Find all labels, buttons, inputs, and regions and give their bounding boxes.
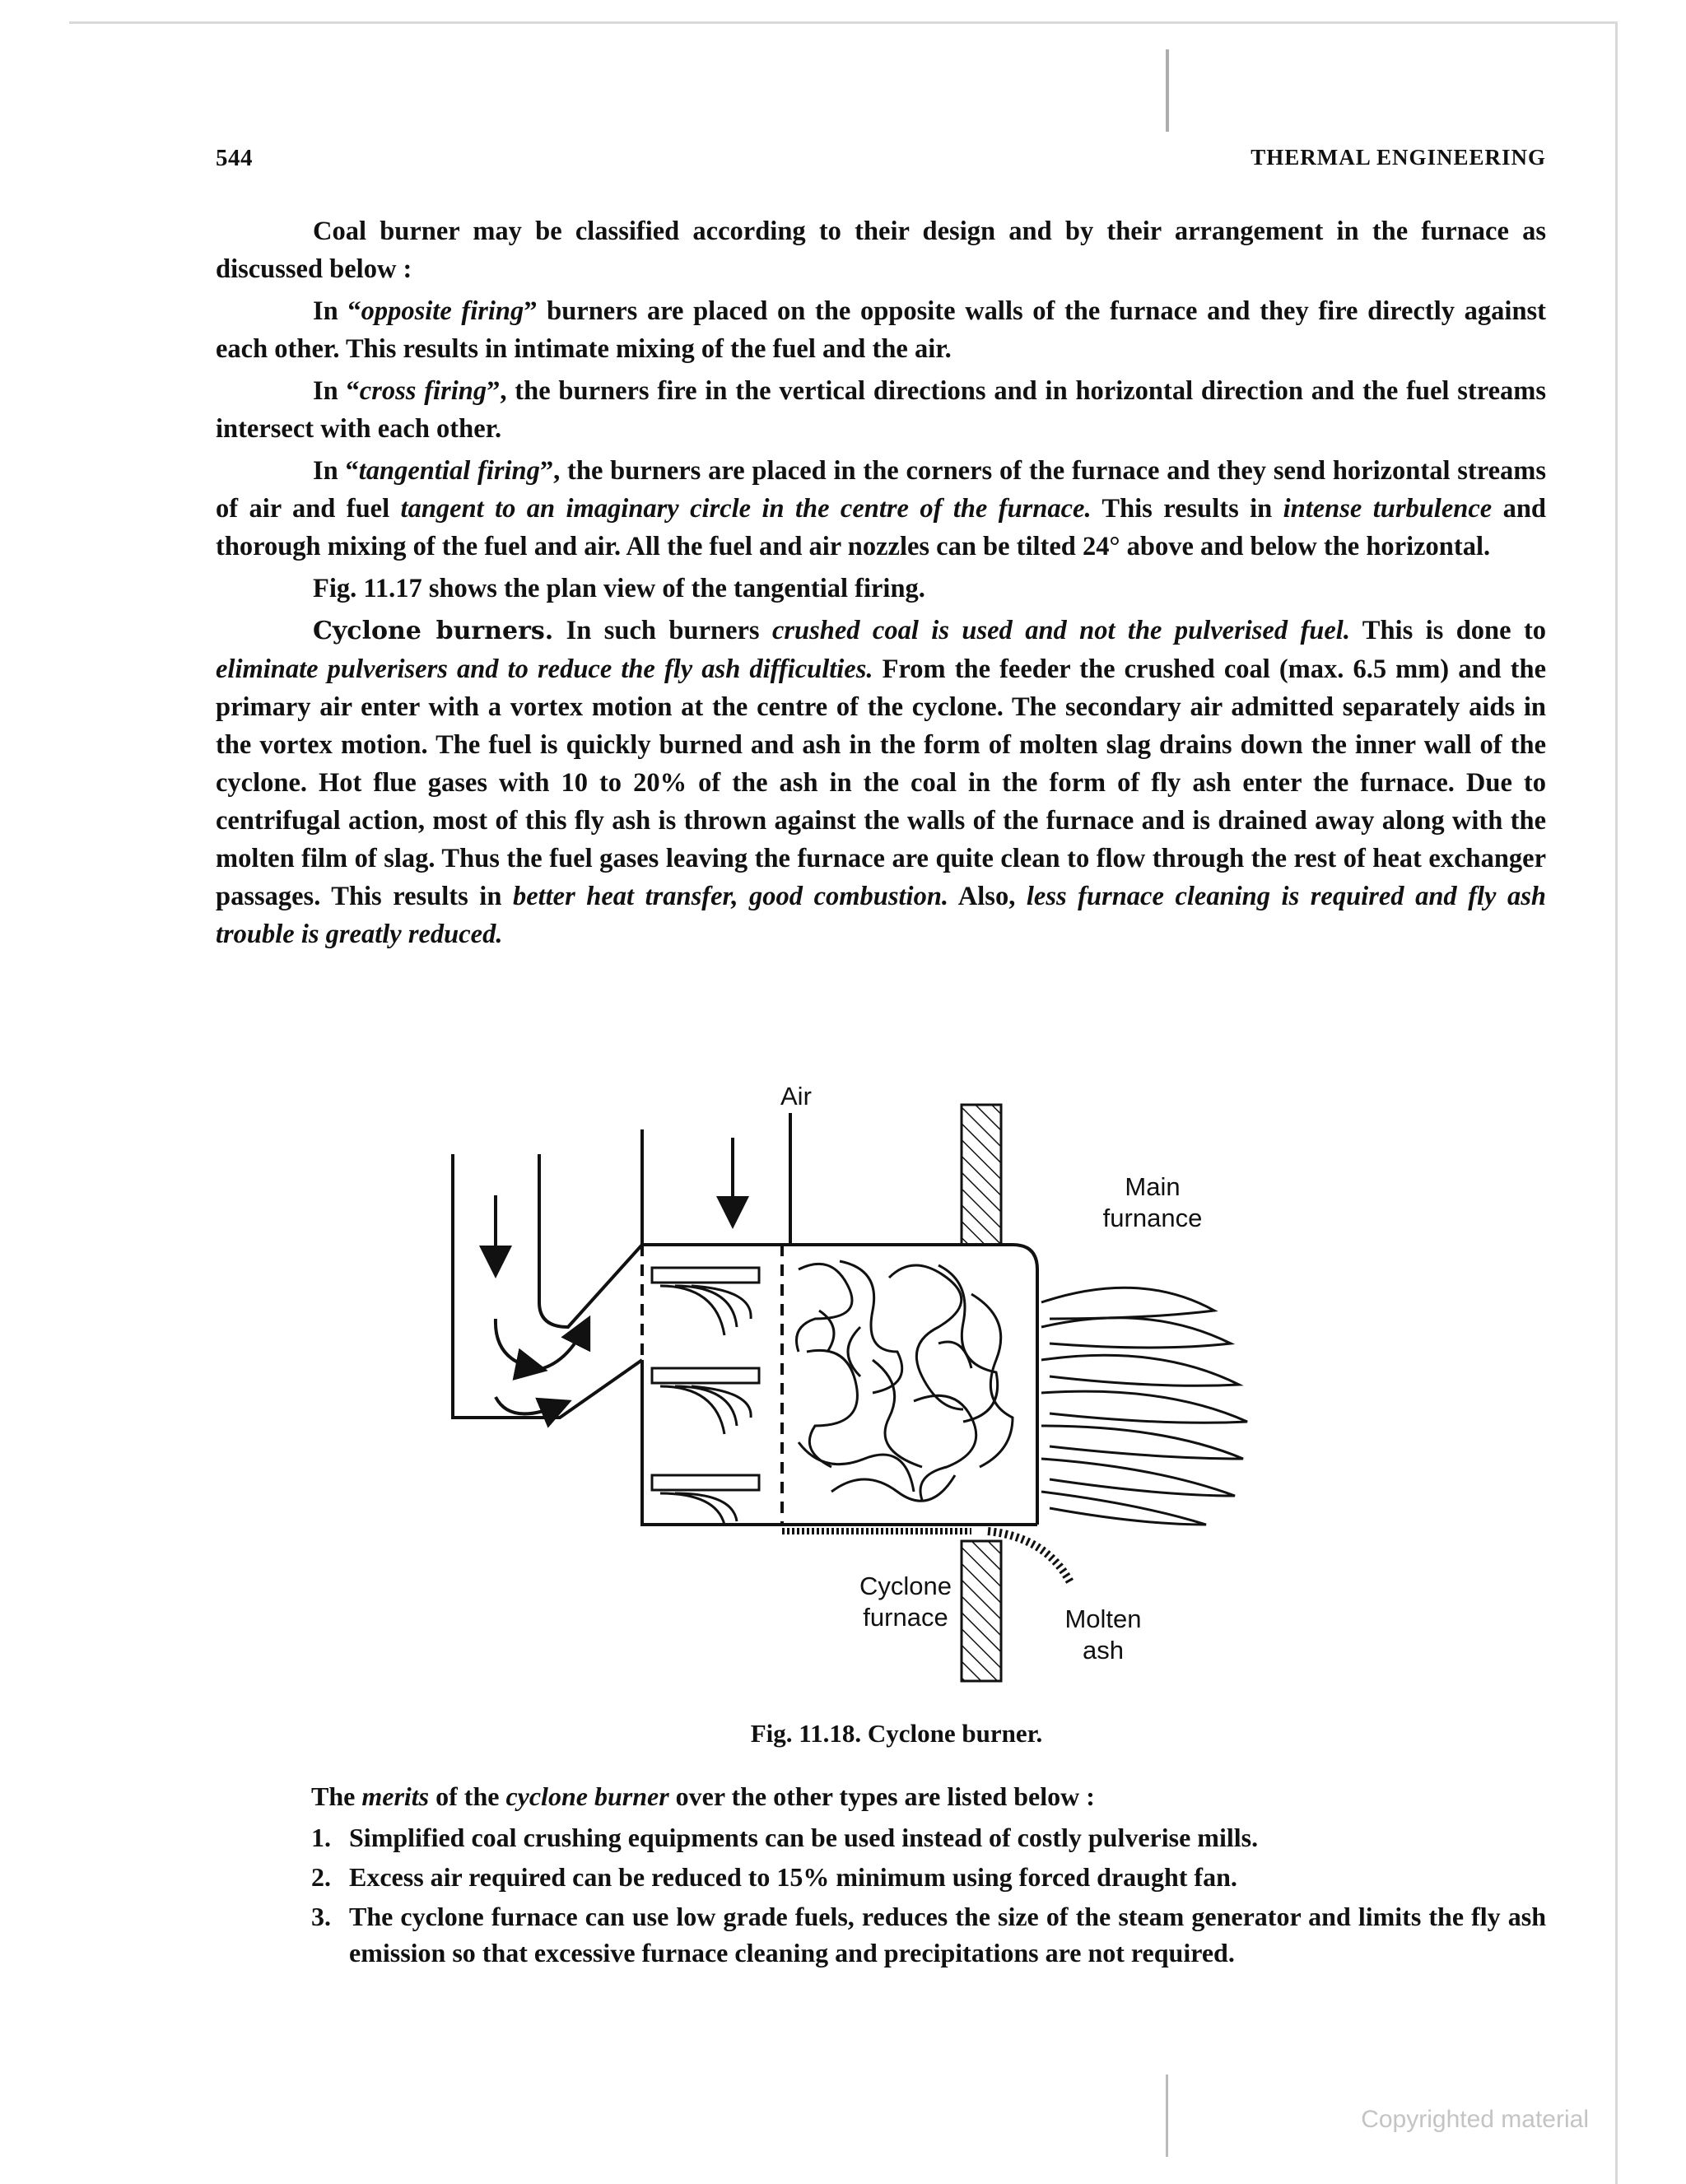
text-run: ”, the burners are placed in the corners of the furnace and they send horizontal streams of air and fuel <box>216 456 1546 524</box>
merits-intro <box>311 1778 1546 1814</box>
list-item-text: Simplified coal crushing equipments can be used instead of costly pulverise mills. <box>349 1823 1259 1852</box>
flame-jets <box>1041 1288 1247 1525</box>
text-run: In such burners <box>553 616 772 645</box>
furnace-wall-top <box>962 1105 1001 1245</box>
emphasis-text: less furnace cleaning is required and fly ash trouble is greatly reduced. <box>216 882 1546 949</box>
running-head: THERMAL ENGINEERING <box>1251 145 1546 170</box>
figure-caption: Fig. 11.18. Cyclone burner. <box>750 1719 1043 1748</box>
cyclone-burner-diagram <box>445 1080 1350 1706</box>
inner-duct-wall <box>539 1154 642 1327</box>
label-air: Air <box>780 1082 812 1111</box>
text-run: This is done to <box>1349 616 1547 645</box>
paragraph-intro: Coal burner may be classified according to their design and by their arrangement in the furnace as discussed below : <box>216 217 1546 284</box>
body-text <box>216 212 1546 957</box>
secondary-air-duct <box>453 1154 642 1418</box>
emphasis-text: crushed coal is used and not the pulverised fuel. <box>771 616 1350 645</box>
emphasis-text: eliminate pulverisers and to reduce the fly ash difficulties. <box>216 654 873 684</box>
label-cyclone-furnace-2: furnace <box>863 1603 948 1632</box>
text-run: The <box>311 1781 362 1811</box>
text-run: ” burners are placed on the opposite walls of the furnace and they fire directly against each other. This results in intimate mixing of the fuel and the air. <box>216 296 1546 364</box>
list-item <box>311 1859 1546 1895</box>
text-run: of the <box>429 1781 506 1811</box>
cyclone-burner-figure <box>445 1080 1350 1706</box>
vortex-swirls <box>797 1261 1013 1501</box>
emphasis-text: tangent to an imaginary circle in the centre of the furnace. <box>400 494 1092 524</box>
text-run: In “ <box>313 296 361 326</box>
term-tangential-firing: tangential firing <box>358 456 540 486</box>
label-main-furnace-1: Main <box>1125 1172 1181 1201</box>
scan-artifact <box>1166 2075 1168 2157</box>
text-run: Also, <box>948 882 1027 911</box>
emphasis-text: merits <box>361 1781 430 1811</box>
text-run: This results in <box>1091 494 1283 524</box>
list-number: 2. <box>311 1862 331 1892</box>
label-cyclone-furnace-1: Cyclone <box>859 1572 952 1600</box>
copyright-watermark: Copyrighted material <box>1361 2106 1589 2133</box>
merits-section <box>311 1778 1546 1974</box>
scan-artifact <box>1166 49 1169 132</box>
term-cross-firing: cross firing <box>359 376 487 406</box>
emphasis-text: cyclone burner <box>505 1781 669 1811</box>
label-molten-ash-2: ash <box>1083 1636 1124 1665</box>
paragraph-figure-reference: Fig. 11.17 shows the plan view of the tangential firing. <box>313 574 925 603</box>
paragraph-cyclone-burners <box>216 612 1546 953</box>
label-molten-ash-1: Molten <box>1064 1604 1142 1633</box>
paragraph-opposite-firing <box>216 292 1546 368</box>
furnace-wall-bottom <box>962 1541 1001 1681</box>
merits-list <box>311 1819 1546 1971</box>
emphasis-text: intense turbulence <box>1283 494 1493 524</box>
page-number: 544 <box>216 145 253 171</box>
label-main-furnace-2: furnance <box>1102 1204 1203 1232</box>
text-run: and thorough mixing of the fuel and air. All the fuel and air nozzles can be tilted 24° above and below the horizontal. <box>216 494 1546 561</box>
list-item <box>311 1898 1546 1971</box>
text-run: From the feeder the crushed coal (max. 6.5 mm) and the primary air enter with a vortex motion at the centre of the cyclone. The secondary air admitted separately aids in the vortex motion. The fuel is quickly burned and ash in the form of molten slag drains down the inner wall of the cyclone. Hot flue gases with 10 to 20% of the ash in the coal in the form of fly ash enter the furnace. Due to centrifugal action, most of this fly ash is thrown against the walls of the furnace and is drained away along with the molten film of slag. Thus the fuel gases leaving the furnace are quite clean to flow through the rest of heat exchanger passages. This results in <box>216 654 1547 911</box>
list-item-text: The cyclone furnace can use low grade fuels, reduces the size of the steam generator and limits the fly ash emission so that excessive furnace cleaning and precipitations are not required. <box>349 1902 1546 1967</box>
list-number: 1. <box>311 1823 331 1852</box>
text-run: In “ <box>313 376 360 406</box>
term-opposite-firing: opposite firing <box>361 296 524 326</box>
section-heading: Cyclone burners. <box>313 617 554 645</box>
list-item <box>311 1819 1546 1856</box>
list-number: 3. <box>311 1902 331 1931</box>
burner-slots <box>652 1268 759 1525</box>
text-run: ”, the burners fire in the vertical directions and in horizontal direction and the fuel streams intersect with each other. <box>216 376 1546 444</box>
paragraph-tangential-firing <box>216 452 1546 566</box>
text-run: In “ <box>313 456 359 486</box>
text-run: over the other types are listed below : <box>668 1781 1095 1811</box>
emphasis-text: better heat transfer, good combustion. <box>512 882 949 911</box>
paragraph-cross-firing <box>216 372 1546 448</box>
list-item-text: Excess air required can be reduced to 15% minimum using forced draught fan. <box>349 1862 1237 1892</box>
